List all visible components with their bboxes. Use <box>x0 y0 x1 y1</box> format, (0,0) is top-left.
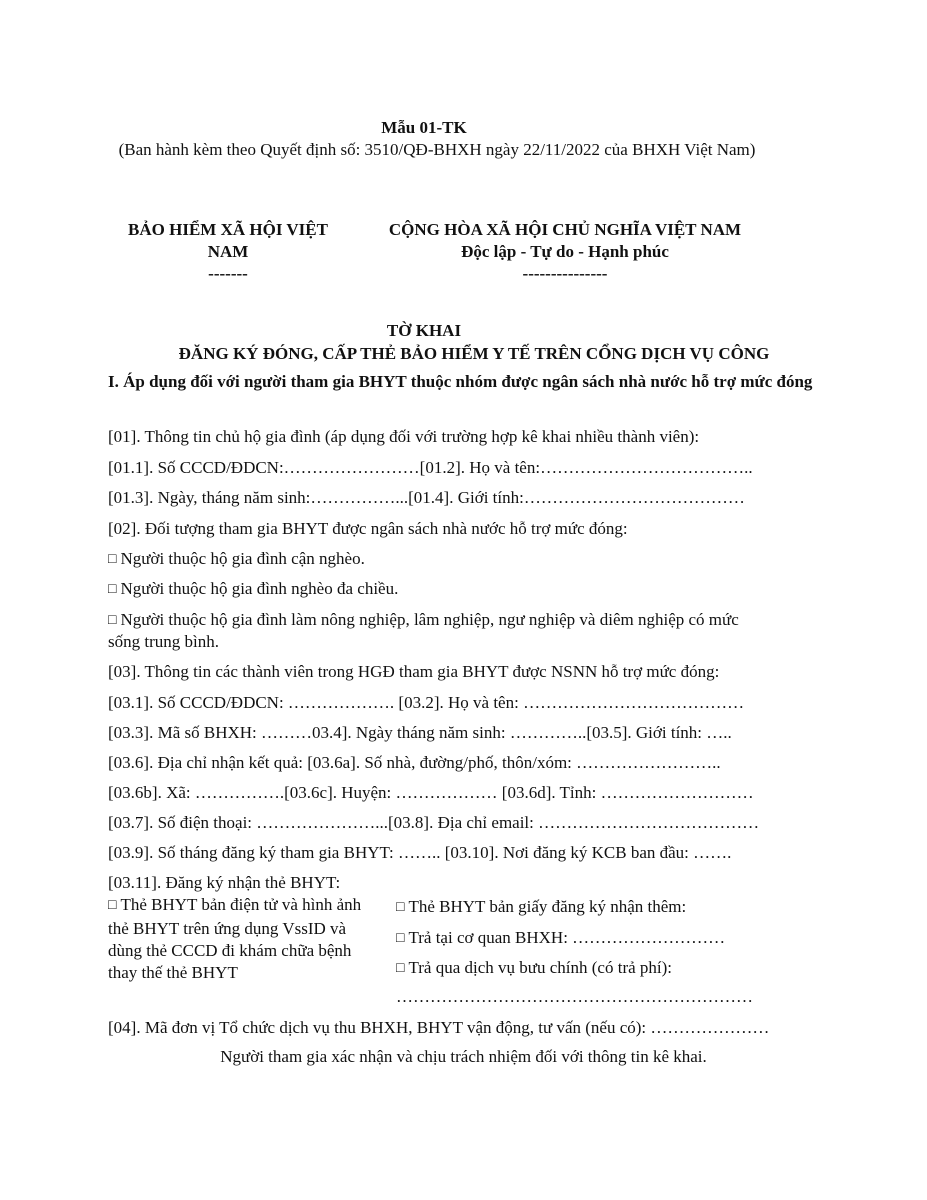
section-heading-1: I. Áp dụng đối với người tham gia BHYT thuộc nhóm được ngân sách nhà nước hỗ trợ mức đóng <box>108 372 813 391</box>
checkbox-card-electronic[interactable]: □ <box>108 898 117 913</box>
republic-rule: --------------- <box>522 264 608 283</box>
card-option-post <box>396 957 672 981</box>
field-01: [01]. Thông tin chủ hộ gia đình (áp dụng đối với trường hợp kê khai nhiều thành viên): <box>108 427 700 446</box>
document-subtitle: ĐĂNG KÝ ĐÓNG, CẤP THẺ BẢO HIỂM Y TẾ TRÊN CỔNG DỊCH VỤ CÔNG <box>178 344 770 363</box>
field-01-3: [01.3]. Ngày, tháng năm sinh:……………...[01.4]. Giới tính:………………………………… <box>108 488 745 507</box>
agency-name-line1: BẢO HIỂM XÃ HỘI VIỆT <box>128 220 328 239</box>
option-near-poor <box>108 548 365 572</box>
field-03: [03]. Thông tin các thành viên trong HGĐ tham gia BHYT được NSNN hỗ trợ mức đóng: <box>108 662 720 681</box>
card-option-electronic <box>108 894 378 984</box>
field-01-1: [01.1]. Số CCCD/ĐDCN:……………………[01.2]. Họ và tên:……………………………….. <box>108 458 753 477</box>
form-code: Mẫu 01-TK <box>381 118 467 137</box>
option-multidim-poor <box>108 578 398 602</box>
republic-name: CỘNG HÒA XÃ HỘI CHỦ NGHĨA VIỆT NAM <box>388 220 742 239</box>
field-03-7: [03.7]. Số điện thoại: …………………...[03.8]. Địa chỉ email: ………………………………… <box>108 813 760 832</box>
checkbox-card-paper[interactable]: □ <box>396 900 405 915</box>
field-03-1: [03.1]. Số CCCD/ĐDCN: ………………. [03.2]. Họ và tên: ………………………………… <box>108 693 745 712</box>
national-motto: Độc lập - Tự do - Hạnh phúc <box>461 242 669 261</box>
participant-confirmation: Người tham gia xác nhận và chịu trách nhiệm đối với thông tin kê khai. <box>220 1047 707 1066</box>
checkbox-near-poor[interactable]: □ <box>108 552 117 567</box>
checkbox-card-post[interactable]: □ <box>396 961 405 976</box>
checkbox-multidim-poor[interactable]: □ <box>108 582 117 597</box>
card-option-post-label: Trả qua dịch vụ bưu chính (có trả phí): <box>408 958 673 977</box>
field-03-6b: [03.6b]. Xã: …………….[03.6c]. Huyện: ……………… [03.6d]. Tỉnh: ……………………… <box>108 783 754 802</box>
agency-name-line2: NAM <box>207 242 249 261</box>
card-post-address-blank: ……………………………………………………… <box>396 987 753 1006</box>
option-agriculture-label: Người thuộc hộ gia đình làm nông nghiệp, lâm nghiệp, ngư nghiệp và diêm nghiệp có mức <box>120 610 739 629</box>
card-option-paper-label: Thẻ BHYT bản giấy đăng ký nhận thêm: <box>408 897 687 916</box>
checkbox-card-office[interactable]: □ <box>396 931 405 946</box>
option-multidim-poor-label: Người thuộc hộ gia đình nghèo đa chiều. <box>120 579 399 598</box>
agency-block <box>108 219 348 285</box>
field-04: [04]. Mã đơn vị Tổ chức dịch vụ thu BHXH, BHYT vận động, tư vấn (nếu có): ………………… <box>108 1018 770 1037</box>
document-title: TỜ KHAI <box>386 321 462 340</box>
card-option-office <box>396 927 725 951</box>
card-option-paper <box>396 896 686 920</box>
republic-block <box>360 219 770 285</box>
field-03-6: [03.6]. Địa chỉ nhận kết quả: [03.6a]. Số nhà, đường/phố, thôn/xóm: …………………….. <box>108 753 721 772</box>
field-03-11: [03.11]. Đăng ký nhận thẻ BHYT: <box>108 873 341 892</box>
agency-rule: ------- <box>208 264 248 283</box>
card-option-office-label: Trả tại cơ quan BHXH: ……………………… <box>408 928 726 947</box>
field-03-3: [03.3]. Mã số BHXH: ………03.4]. Ngày tháng năm sinh: …………..[03.5]. Giới tính: ….. <box>108 723 732 742</box>
checkbox-agriculture[interactable]: □ <box>108 613 117 628</box>
field-02: [02]. Đối tượng tham gia BHYT được ngân sách nhà nước hỗ trợ mức đóng: <box>108 519 628 538</box>
option-near-poor-label: Người thuộc hộ gia đình cận nghèo. <box>120 549 365 568</box>
option-agriculture <box>108 609 739 633</box>
field-03-9: [03.9]. Số tháng đăng ký tham gia BHYT: …….. [03.10]. Nơi đăng ký KCB ban đầu: ……. <box>108 843 732 862</box>
card-option-electronic-label: Thẻ BHYT bản điện tử và hình ảnh thẻ BHYT trên ứng dụng VssID và dùng thẻ CCCD đi khám chữa bệnh thay thế thẻ BHYT <box>108 895 362 982</box>
option-agriculture-cont: sống trung bình. <box>108 632 219 651</box>
issue-note: (Ban hành kèm theo Quyết định số: 3510/QĐ-BHXH ngày 22/11/2022 của BHXH Việt Nam) <box>118 140 756 159</box>
